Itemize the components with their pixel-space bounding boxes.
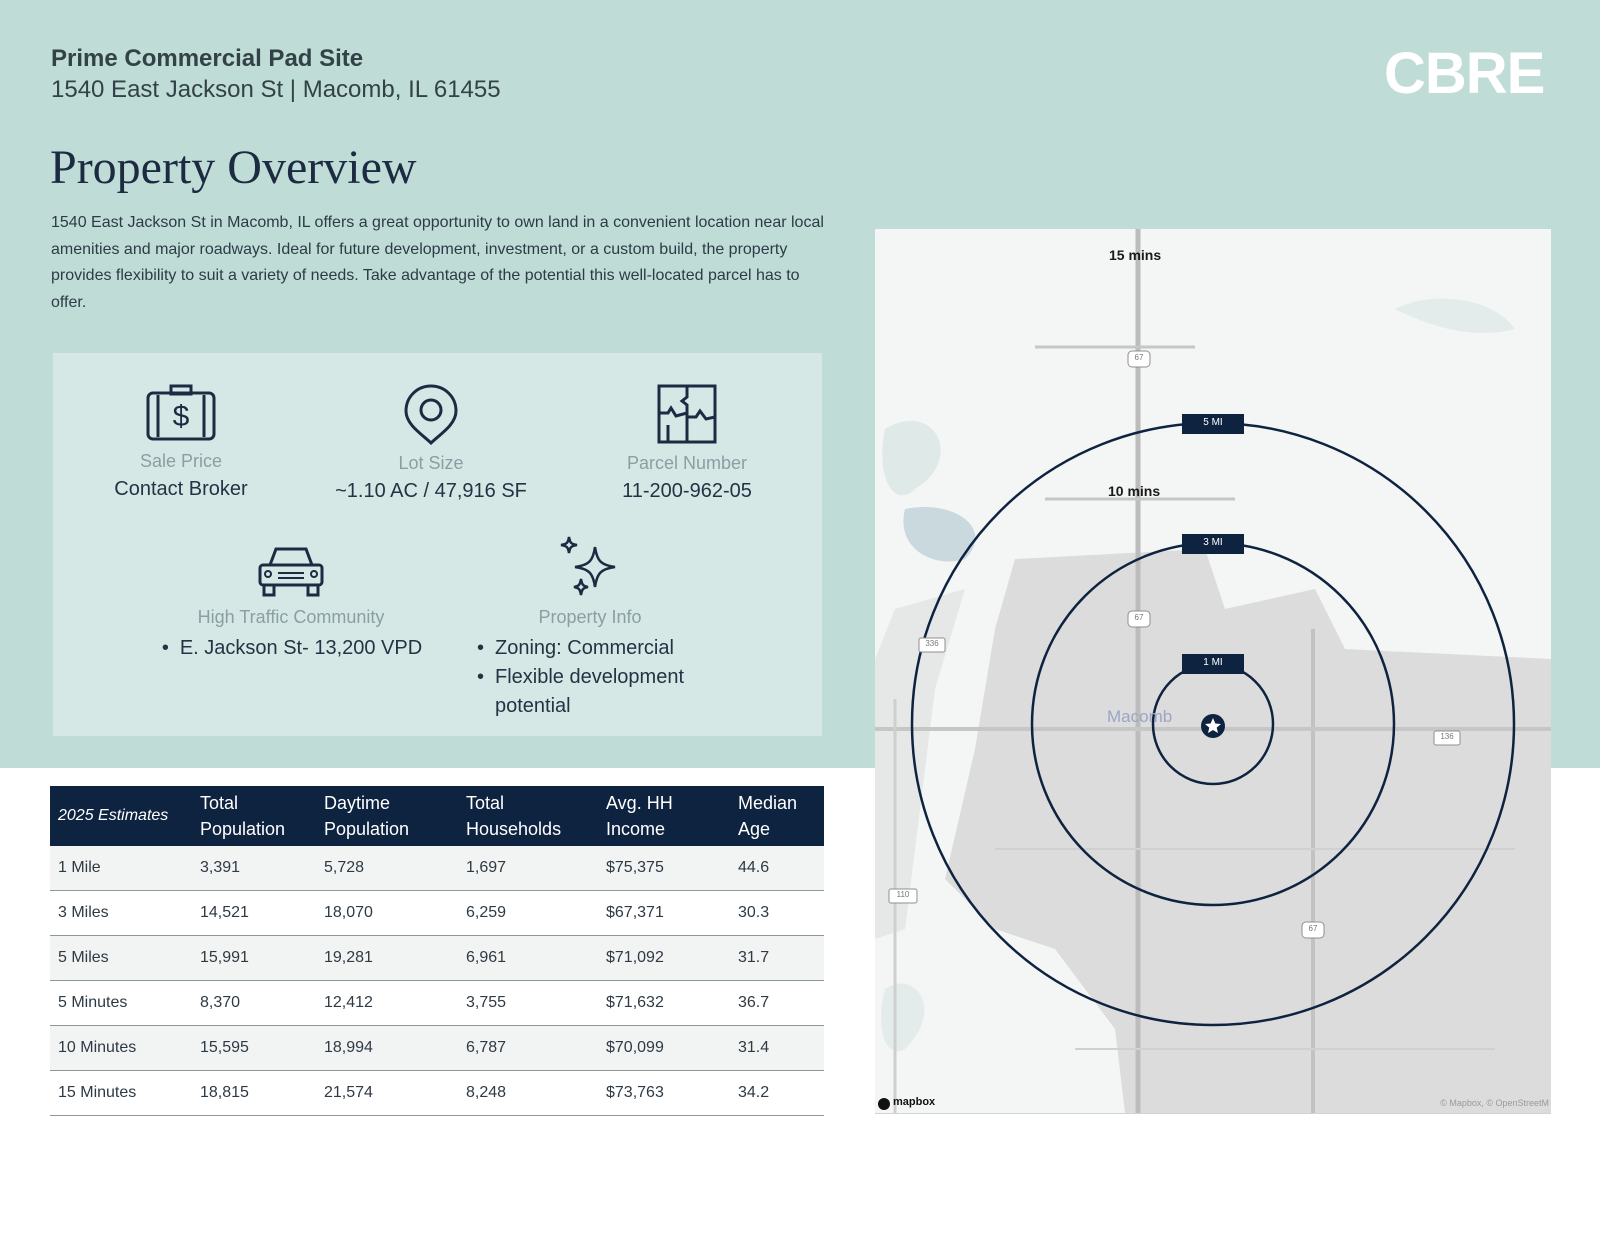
listing-title: Prime Commercial Pad Site [51,45,364,72]
drive-time-10-label: 10 mins [1108,483,1161,499]
parcel-label: Parcel Number [626,453,748,473]
route-shield: 67 [1308,924,1318,933]
parcel-value: 11-200-962-05 [622,480,752,502]
lot-size-value: ~1.10 AC / 47,916 SF [335,480,527,502]
table-row [50,936,824,981]
cbre-logo: CBRE [1384,41,1545,106]
parcel-stat [572,383,802,503]
table-cell: $75,375 [598,846,730,891]
route-shield: 136 [1440,732,1454,741]
mapbox-logo: mapbox [893,1096,936,1108]
table-header-row [50,786,824,846]
traffic-label: High Traffic Community [197,607,385,627]
car-icon [256,543,326,599]
property-info-list [475,634,705,721]
table-cell: $67,371 [598,891,730,936]
demographics-table [50,786,824,1116]
table-row [50,891,824,936]
page-title: Property Overview [50,141,417,194]
table-cell: 21,574 [316,1071,458,1116]
table-cell: 12,412 [316,981,458,1026]
column-header: Total Households [458,786,598,846]
table-cell: 8,370 [192,981,316,1026]
table-cell: 44.6 [730,846,824,891]
route-shield: 336 [925,639,939,648]
table-corner-label: 2025 Estimates [50,786,192,846]
row-label: 5 Minutes [50,981,192,1026]
table-cell: 15,595 [192,1026,316,1071]
ring-label-5mi: 5 MI [1203,417,1223,428]
parcel-map-icon [656,383,718,445]
property-description: 1540 East Jackson St in Macomb, IL offers a great opportunity to own land in a convenient location near local amenities and major roadways. Ideal for future development, investment, or a custom build, the property provides flexibility to suit a variety of needs. Take advantage of the potential this well-located parcel has to offer. [51,214,824,311]
table-cell: $73,763 [598,1071,730,1116]
table-cell: 3,391 [192,846,316,891]
column-header: Daytime Population [316,786,458,846]
table-row [50,981,824,1026]
table-cell: 6,259 [458,891,598,936]
table-cell: 19,281 [316,936,458,981]
sale-price-value: Contact Broker [114,478,248,500]
row-label: 15 Minutes [50,1071,192,1116]
table-cell: $71,632 [598,981,730,1026]
lot-size-stat [316,383,546,503]
property-info-label: Property Info [538,607,642,627]
sale-price-label: Sale Price [139,451,223,471]
map-attribution[interactable]: © Mapbox, © OpenStreetM [1440,1098,1549,1108]
table-cell: 3,755 [458,981,598,1026]
row-label: 3 Miles [50,891,192,936]
table-cell: 18,994 [316,1026,458,1071]
row-label: 1 Mile [50,846,192,891]
table-cell: 14,521 [192,891,316,936]
listing-address: 1540 East Jackson St | Macomb, IL 61455 [51,76,501,103]
drive-time-15-label: 15 mins [1109,247,1162,263]
property-highlights-card [53,353,822,736]
ring-label-1mi: 1 MI [1203,657,1223,668]
row-label: 10 Minutes [50,1026,192,1071]
sale-price-stat [66,383,296,501]
route-shield: 67 [1134,613,1144,622]
column-header: Median Age [730,786,824,846]
column-header: Total Population [192,786,316,846]
location-pin-icon [401,383,461,445]
city-label: Macomb [1107,707,1173,726]
table-cell: $70,099 [598,1026,730,1071]
table-cell: 36.7 [730,981,824,1026]
table-cell: 6,787 [458,1026,598,1071]
table-cell: 31.7 [730,936,824,981]
table-cell: 18,815 [192,1071,316,1116]
lot-size-label: Lot Size [398,453,464,473]
table-cell: 15,991 [192,936,316,981]
table-cell: 18,070 [316,891,458,936]
table-cell: 8,248 [458,1071,598,1116]
svg-text:$: $ [172,400,190,433]
table-cell: 31.4 [730,1026,824,1071]
table-cell: 34.2 [730,1071,824,1116]
traffic-list [160,634,422,663]
table-cell: 6,961 [458,936,598,981]
table-cell: 30.3 [730,891,824,936]
table-row [50,1071,824,1116]
property-info-item: • Zoning: Commercial [475,634,705,663]
property-info-stat [459,535,721,721]
route-shield: 67 [1134,353,1144,362]
radius-map[interactable] [875,229,1551,1114]
table-cell: 5,728 [316,846,458,891]
table-cell: $71,092 [598,936,730,981]
sparkle-icon [557,535,623,599]
table-row [50,1026,824,1071]
table-row [50,846,824,891]
column-header: Avg. HH Income [598,786,730,846]
property-info-item: • Flexible development potential [475,663,705,721]
money-case-icon [145,383,217,443]
ring-label-3mi: 3 MI [1203,537,1223,548]
route-shield: 110 [896,890,910,899]
table-body [50,846,824,1116]
map-canvas [875,229,1551,1113]
traffic-item: • E. Jackson St- 13,200 VPD [160,634,422,663]
row-label: 5 Miles [50,936,192,981]
table-cell: 1,697 [458,846,598,891]
traffic-stat [146,543,436,663]
